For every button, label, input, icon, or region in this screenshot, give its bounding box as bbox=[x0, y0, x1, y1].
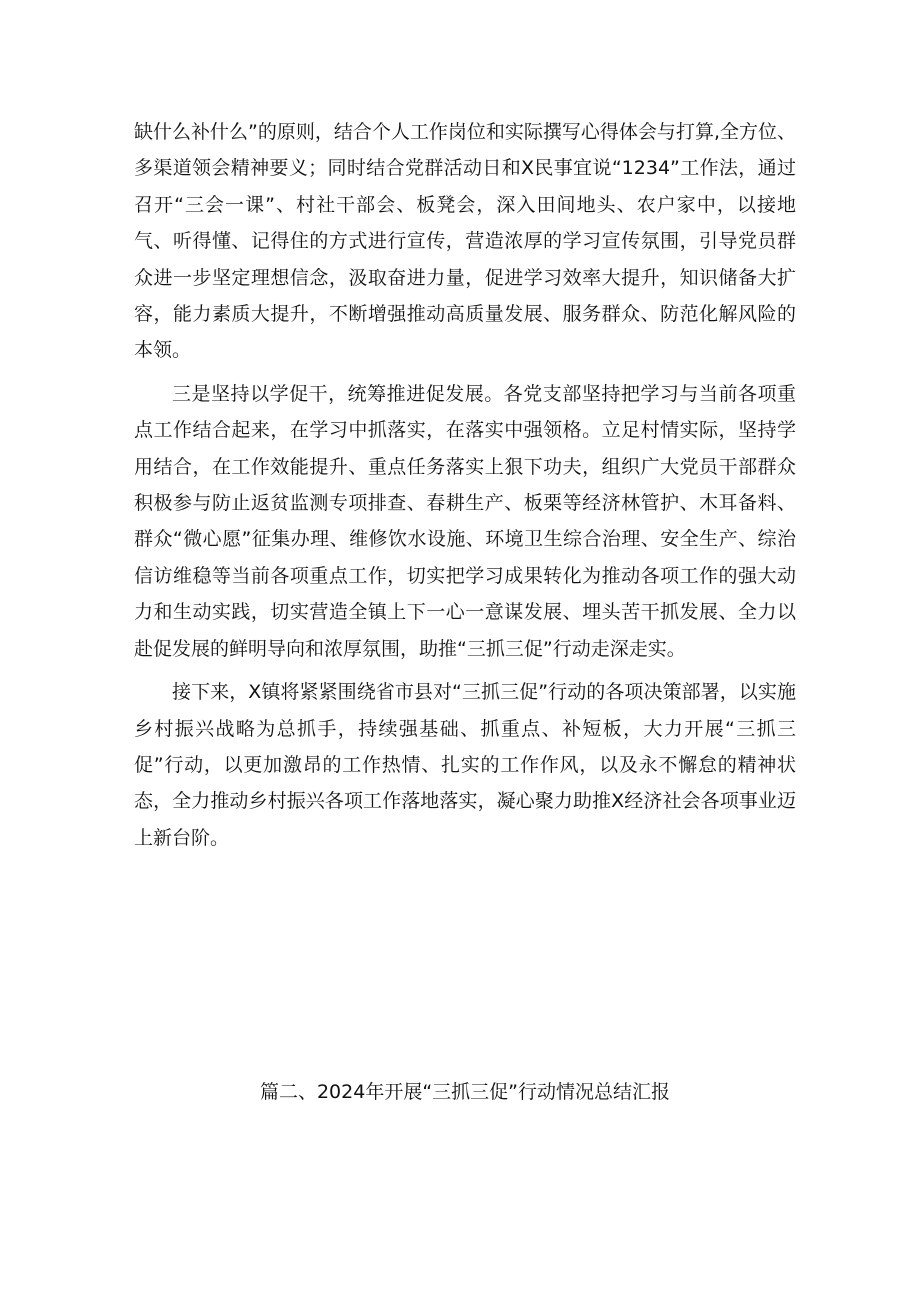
paragraph-point-three: 三是坚持以学促干，统筹推进促发展。各党支部坚持把学习与当前各项重点工作结合起来，在学习中抓落实，在落实中强领格。立足村情实际，坚持学用结合，在工作效能提升、重点任务落实上狠下功夫，组织广大党员干部群众积极参与防止返贫监测专项排查、春耕生产、板栗等经济林管护、木耳备料、群众“微心愿”征集办理、维修饮水设施、环境卫生综合治理、安全生产、综治信访维稳等当前各项重点工作，切实把学习成果转化为推动各项工作的强大动力和生动实践，切实营造全镇上下一心一意谋发展、埋头苦干抓发展、全力以赴促发展的鲜明导向和浓厚氛围，助推“三抓三促”行动走深走实。 bbox=[134, 382, 796, 660]
paragraph-continuation: 缺什么补什么”的原则，结合个人工作岗位和实际撰写心得体会与打算,全方位、多渠道领会精神要义；同时结合党群活动日和X民事宜说“1234”工作法，通过召开“三会一课”、村社干部会、板凳会，深入田间地头、农户家中，以接地气、听得懂、记得住的方式进行宣传，营造浓厚的学习宣传氛围，引导党员群众进一步坚定理想信念，汲取奋进力量，促进学习效率大提升，知识储备大扩容，能力素质大提升，不断增强推动高质量发展、服务群众、防范化解风险的本领。 bbox=[134, 121, 796, 362]
paragraph-next-steps: 接下来，X镇将紧紧围绕省市县对“三抓三促”行动的各项决策部署，以实施乡村振兴战略为总抓手，持续强基础、抓重点、补短板，大力开展“三抓三促”行动，以更加激昂的工作热情、扎实的工作作风，以及永不懈怠的精神状态，全力推动乡村振兴各项工作落地落实，凝心聚力助推X经济社会各项事业迈上新台阶。 bbox=[134, 681, 796, 849]
section-title: 篇二、2024年开展“三抓三促”行动情况总结汇报 bbox=[259, 1081, 671, 1103]
document-body bbox=[134, 114, 796, 863]
